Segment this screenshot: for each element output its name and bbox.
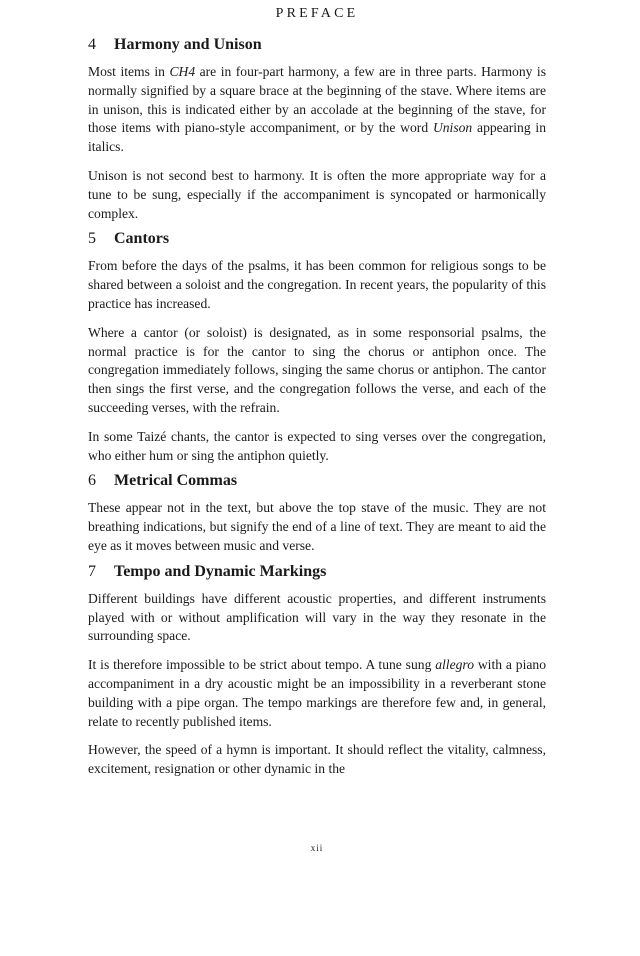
page-number: xii [310, 843, 324, 853]
section-heading [88, 563, 546, 585]
paragraph: However, the speed of a hymn is important. It should reflect the vitality, calmness, excitement, resignation or other dynamic in the [88, 742, 546, 777]
section-title: Cantors [114, 230, 170, 248]
section-title: Metrical Commas [114, 472, 238, 490]
section-number: 6 [88, 472, 96, 490]
italic-term: Unison [432, 120, 473, 136]
paragraph: In some Taizé chants, the cantor is expected to sing verses over the congregation, who either hum or sing the antiphon quietly. [88, 428, 546, 463]
section-number: 5 [88, 230, 96, 248]
section-metrical-commas [88, 472, 546, 555]
section-heading [88, 472, 546, 494]
section-title: Tempo and Dynamic Markings [114, 562, 327, 580]
section-harmony-and-unison [88, 36, 546, 223]
section-cantors [88, 230, 546, 465]
paragraph: Different buildings have different acoustic properties, and different instruments played with or without amplification will vary in the way they resonate in the surrounding space. [88, 590, 546, 644]
book-abbreviation: CH4 [169, 64, 196, 79]
paragraph [88, 656, 546, 731]
text-run: are in four-part harmony, a few are in three parts. Harmony is normally signified by a square brace at the beginning of the stave. Where items are in unison, this is indicated either by an accolade at the beginning of the stave, for those items with piano-style accompaniment, or by the word [88, 64, 546, 136]
section-title: Harmony and Unison [114, 36, 262, 53]
text-run: It is therefore impossible to be strict about tempo. A tune sung [88, 657, 436, 673]
italic-term: allegro [435, 657, 474, 673]
paragraph: These appear not in the text, but above the top stave of the music. They are not breathing indications, but signify the end of a line of text. They are meant to aid the eye as it moves between music and verse. [88, 500, 546, 553]
running-head: PREFACE [275, 6, 359, 21]
paragraph: Unison is not second best to harmony. It is often the more appropriate way for a tune to be sung, especially if the accompaniment is syncopated or harmonically complex. [88, 167, 546, 221]
book-page [88, 0, 546, 956]
section-heading [88, 230, 546, 252]
text-run: appearing in italics. [88, 120, 547, 155]
section-heading [88, 36, 546, 58]
section-number: 7 [88, 562, 96, 580]
paragraph: Where a cantor (or soloist) is designated, as in some responsorial psalms, the normal practice is for the cantor to sing the chorus or antiphon once. The congregation immediately follows, singing the same chorus or antiphon. The cantor then sings the first verse, and the congregation follows the verse, and each of the succeeding verses, with the refrain. [88, 324, 546, 415]
text-run: Most items in [88, 64, 170, 79]
section-number: 4 [88, 36, 96, 53]
text-run: with a piano accompaniment in a dry acoustic might be an impossibility in a reverberant stone building with a pipe organ. The tempo markings are therefore few and, in general, relate to recently published items. [88, 657, 546, 729]
page-body [88, 36, 546, 786]
paragraph: From before the days of the psalms, it has been common for religious songs to be shared between a soloist and the congregation. In recent years, the popularity of this practice has increased. [88, 258, 546, 311]
section-tempo-and-dynamic-markings [88, 563, 546, 779]
paragraph [88, 63, 546, 157]
